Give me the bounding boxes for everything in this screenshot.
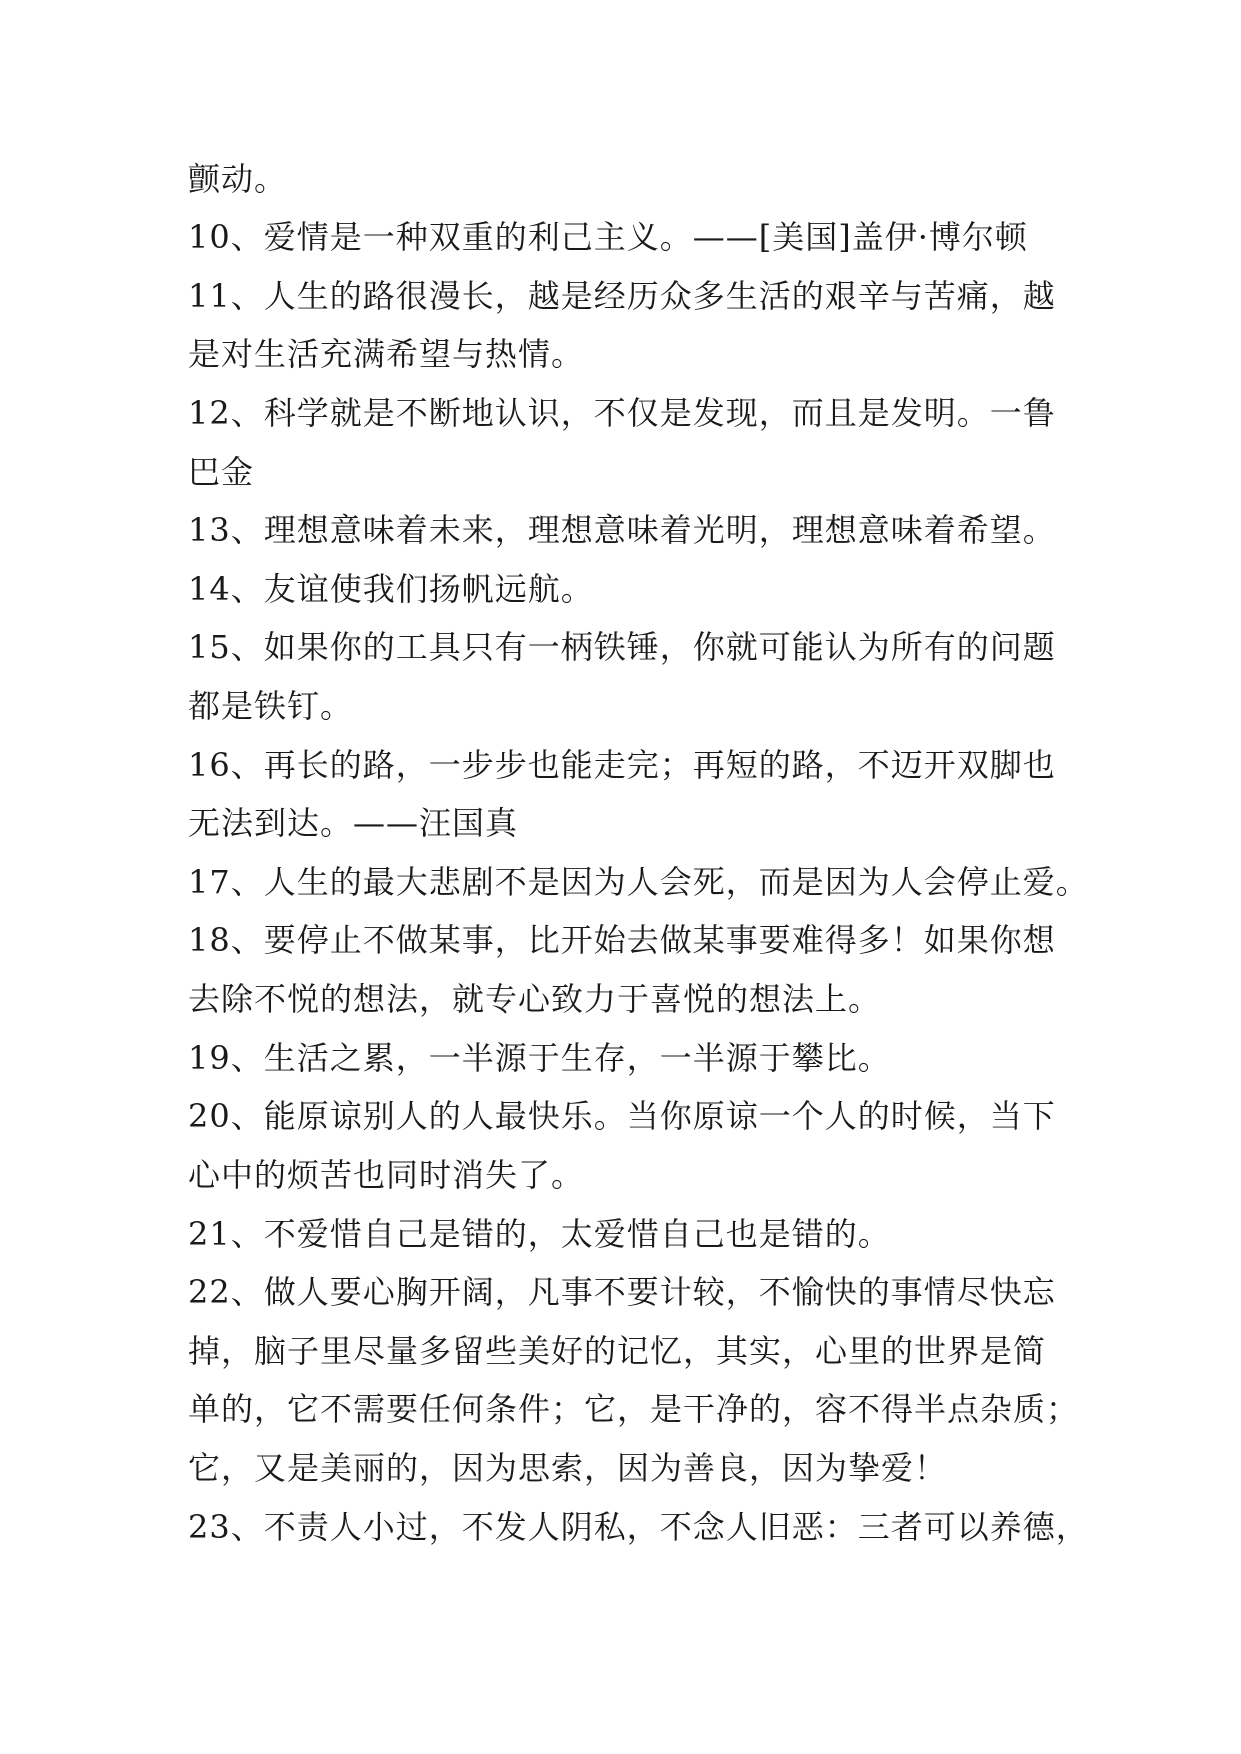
text-line: 22、做人要心胸开阔，凡事不要计较，不愉快的事情尽快忘 (188, 1273, 1056, 1311)
text-line: 单的，它不需要任何条件；它，是干净的，容不得半点杂质； (188, 1390, 1080, 1428)
text-line: 19、生活之累，一半源于生存，一半源于攀比。 (188, 1039, 891, 1077)
text-line: 无法到达。——汪国真 (188, 804, 519, 842)
text-line: 13、理想意味着未来，理想意味着光明，理想意味着希望。 (188, 511, 1056, 549)
text-line: 都是铁钉。 (188, 687, 354, 725)
text-line: 14、友谊使我们扬帆远航。 (188, 570, 594, 608)
text-line: 去除不悦的想法，就专心致力于喜悦的想法上。 (188, 980, 882, 1018)
text-line: 12、科学就是不断地认识，不仅是发现，而且是发明。一鲁 (188, 394, 1056, 432)
text-line: 23、不责人小过，不发人阴私，不念人旧恶：三者可以养德， (188, 1508, 1089, 1546)
text-line: 15、如果你的工具只有一柄铁锤，你就可能认为所有的问题 (188, 628, 1056, 666)
text-line: 10、爱情是一种双重的利己主义。——[美国]盖伊·博尔顿 (188, 218, 1028, 256)
text-line: 是对生活充满希望与热情。 (188, 335, 585, 373)
text-line: 心中的烦苦也同时消失了。 (188, 1156, 585, 1194)
text-line: 掉，脑子里尽量多留些美好的记忆，其实，心里的世界是简 (188, 1332, 1047, 1370)
text-line: 11、人生的路很漫长，越是经历众多生活的艰辛与苦痛，越 (188, 277, 1056, 315)
text-line: 它，又是美丽的，因为思索，因为善良，因为挚爱！ (188, 1449, 948, 1487)
text-line: 18、要停止不做某事，比开始去做某事要难得多！如果你想 (188, 921, 1056, 959)
text-line: 20、能原谅别人的人最快乐。当你原谅一个人的时候，当下 (188, 1097, 1056, 1135)
text-line: 16、再长的路，一步步也能走完；再短的路，不迈开双脚也 (188, 746, 1056, 784)
text-line: 巴金 (188, 453, 255, 491)
text-line: 颤动。 (188, 160, 288, 198)
text-line: 17、人生的最大悲剧不是因为人会死，而是因为人会停止爱。 (188, 863, 1089, 901)
text-line: 21、不爱惜自己是错的，太爱惜自己也是错的。 (188, 1215, 891, 1253)
